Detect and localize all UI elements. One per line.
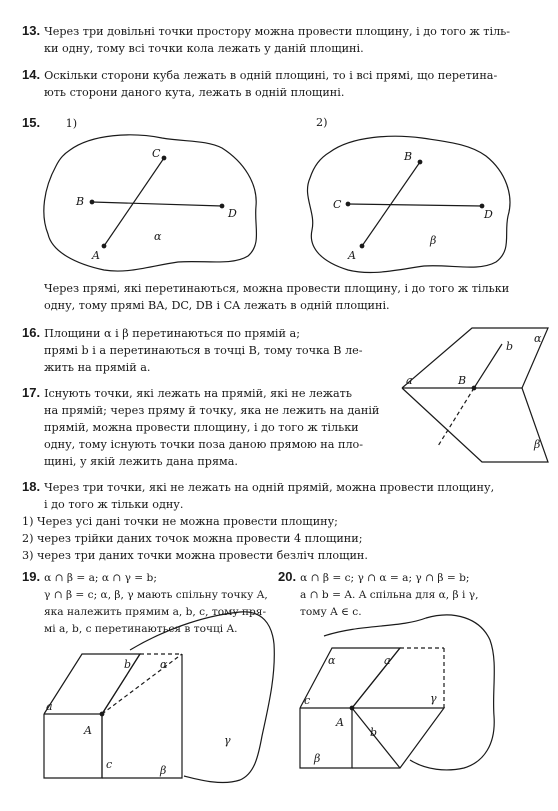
answer-number: 13. <box>22 23 41 38</box>
label-c: c <box>106 758 113 771</box>
list-item: 2) через трійки даних точок можна провести 4 площини; <box>22 532 363 545</box>
label-alpha: α <box>160 658 168 671</box>
plane-alpha <box>402 328 548 388</box>
label-gamma: γ <box>430 692 437 705</box>
answer-18 <box>22 478 542 564</box>
text-line: одну, тому існують точки поза даною прямою на пло- <box>44 438 364 451</box>
answer-number: 15. <box>22 115 41 130</box>
label-c: c <box>304 694 311 707</box>
text-line: ють сторони даного кута, лежать в одній площині. <box>44 86 345 99</box>
text-line: Існують точки, які лежать на прямій, які не лежать <box>44 387 352 400</box>
segment-CD <box>348 204 482 206</box>
label-B: B <box>76 195 85 208</box>
label-beta: β <box>314 752 321 765</box>
answer-15-text <box>44 280 544 314</box>
label-alpha: α <box>534 332 542 345</box>
text-line: одну, тому прямі BA, DC, DB і CA лежать в одній площині. <box>44 299 390 312</box>
label-b: b <box>124 658 132 671</box>
text-line: яка належить прямим a, b, c, тому пря- <box>44 606 267 618</box>
plane-beta <box>44 714 102 778</box>
label-A: A <box>336 716 344 729</box>
label-D: D <box>228 207 237 220</box>
list-item: 1) Через усі дані точки не можна провести площину; <box>22 515 338 528</box>
text-line: Оскільки сторони куба лежать в одній площині, то і всі прямі, що перетина- <box>44 69 498 82</box>
answer-18-list <box>22 513 542 564</box>
answer-number: 16. <box>22 325 41 340</box>
answer-19 <box>22 568 282 638</box>
text-line: прямій, можна провести площину, і до того ж тільки <box>44 421 359 434</box>
label-B: B <box>458 374 467 387</box>
label-plane-alpha: α <box>154 230 162 243</box>
label-beta: β <box>160 764 167 777</box>
text-line: мі a, b, c перетинаються в точці A. <box>44 623 238 635</box>
label-a: a <box>406 374 413 387</box>
answer-number: 19. <box>22 569 41 584</box>
label-a: a <box>46 700 53 713</box>
answer-20 <box>278 568 548 621</box>
figure-16 <box>402 328 548 462</box>
line-b <box>102 654 140 714</box>
line-gamma-top <box>102 654 182 714</box>
text-line: прямі b і a перетинаються в точці B, тому точка B ле- <box>44 344 363 357</box>
text-line: на прямій; через пряму й точку, яка не лежить на даній <box>44 404 380 417</box>
plane-beta <box>300 708 352 768</box>
label-b: b <box>370 726 378 739</box>
label-plane-beta: β <box>430 234 437 247</box>
point-C <box>162 156 166 160</box>
label-D: D <box>484 208 493 221</box>
label-gamma: γ <box>224 734 231 747</box>
text-line: і до того ж тільки одну. <box>44 498 184 511</box>
answer-number: 18. <box>22 479 41 494</box>
text-line: Площини α і β перетинаються по прямій a; <box>44 327 300 340</box>
label-B: B <box>404 150 413 163</box>
label-A: A <box>348 249 356 262</box>
text-line: Через прямі, які перетинаються, можна провести площину, і до того ж тільки <box>44 282 510 295</box>
text-line: α ∩ β = a; α ∩ γ = b; <box>44 572 157 584</box>
label-C: C <box>152 147 161 160</box>
label-alpha: α <box>328 654 336 667</box>
line-a <box>352 648 400 708</box>
point-A <box>102 244 106 248</box>
label-beta: β <box>534 438 541 451</box>
subfigure-label-1: 1) <box>65 117 78 130</box>
text-line: a ∩ b = A. A спільна для α, β і γ, <box>300 589 479 601</box>
text-line: γ ∩ β = c; α, β, γ мають спільну точку A, <box>44 589 268 601</box>
plane-gamma-edge <box>102 654 182 778</box>
label-b: b <box>506 340 514 353</box>
plane-beta-lower <box>352 708 444 768</box>
label-a: a <box>384 654 391 667</box>
answer-17 <box>22 384 402 470</box>
text-line: Через три довільні точки простору можна провести площину, і до того ж тіль- <box>44 25 511 38</box>
point-A <box>100 712 104 716</box>
plane-beta <box>402 388 548 462</box>
figure-20 <box>300 615 494 770</box>
line-b-solid <box>474 344 502 388</box>
label-A: A <box>84 724 92 737</box>
answer-number: 20. <box>278 569 297 584</box>
text-line: α ∩ β = c; γ ∩ α = a; γ ∩ β = b; <box>300 572 470 584</box>
segment-BD <box>92 202 222 206</box>
label-C: C <box>333 198 342 211</box>
plane-gamma-blob <box>324 615 494 770</box>
point-C <box>346 202 350 206</box>
text-line: щині, у якій лежить дана пряма. <box>44 455 238 468</box>
text-line: ки одну, тому всі точки кола лежать у даній площині. <box>44 42 364 55</box>
point-B <box>90 200 94 204</box>
label-A: A <box>92 249 100 262</box>
text-line: Через три точки, які не лежать на одній прямій, можна провести площину, <box>44 481 495 494</box>
point-B <box>418 160 422 164</box>
subfigure-label-2: 2) <box>316 116 328 129</box>
point-D <box>220 204 224 208</box>
answer-number: 14. <box>22 67 41 82</box>
text-line: жить на прямій a. <box>44 361 151 374</box>
text-line: тому A ∈ c. <box>300 606 362 618</box>
answer-number: 17. <box>22 385 41 400</box>
point-A <box>350 706 354 710</box>
answer-16 <box>22 324 392 376</box>
point-A <box>360 244 364 248</box>
list-item: 3) через три даних точки можна провести безліч площин. <box>22 549 368 562</box>
point-B <box>472 386 476 390</box>
